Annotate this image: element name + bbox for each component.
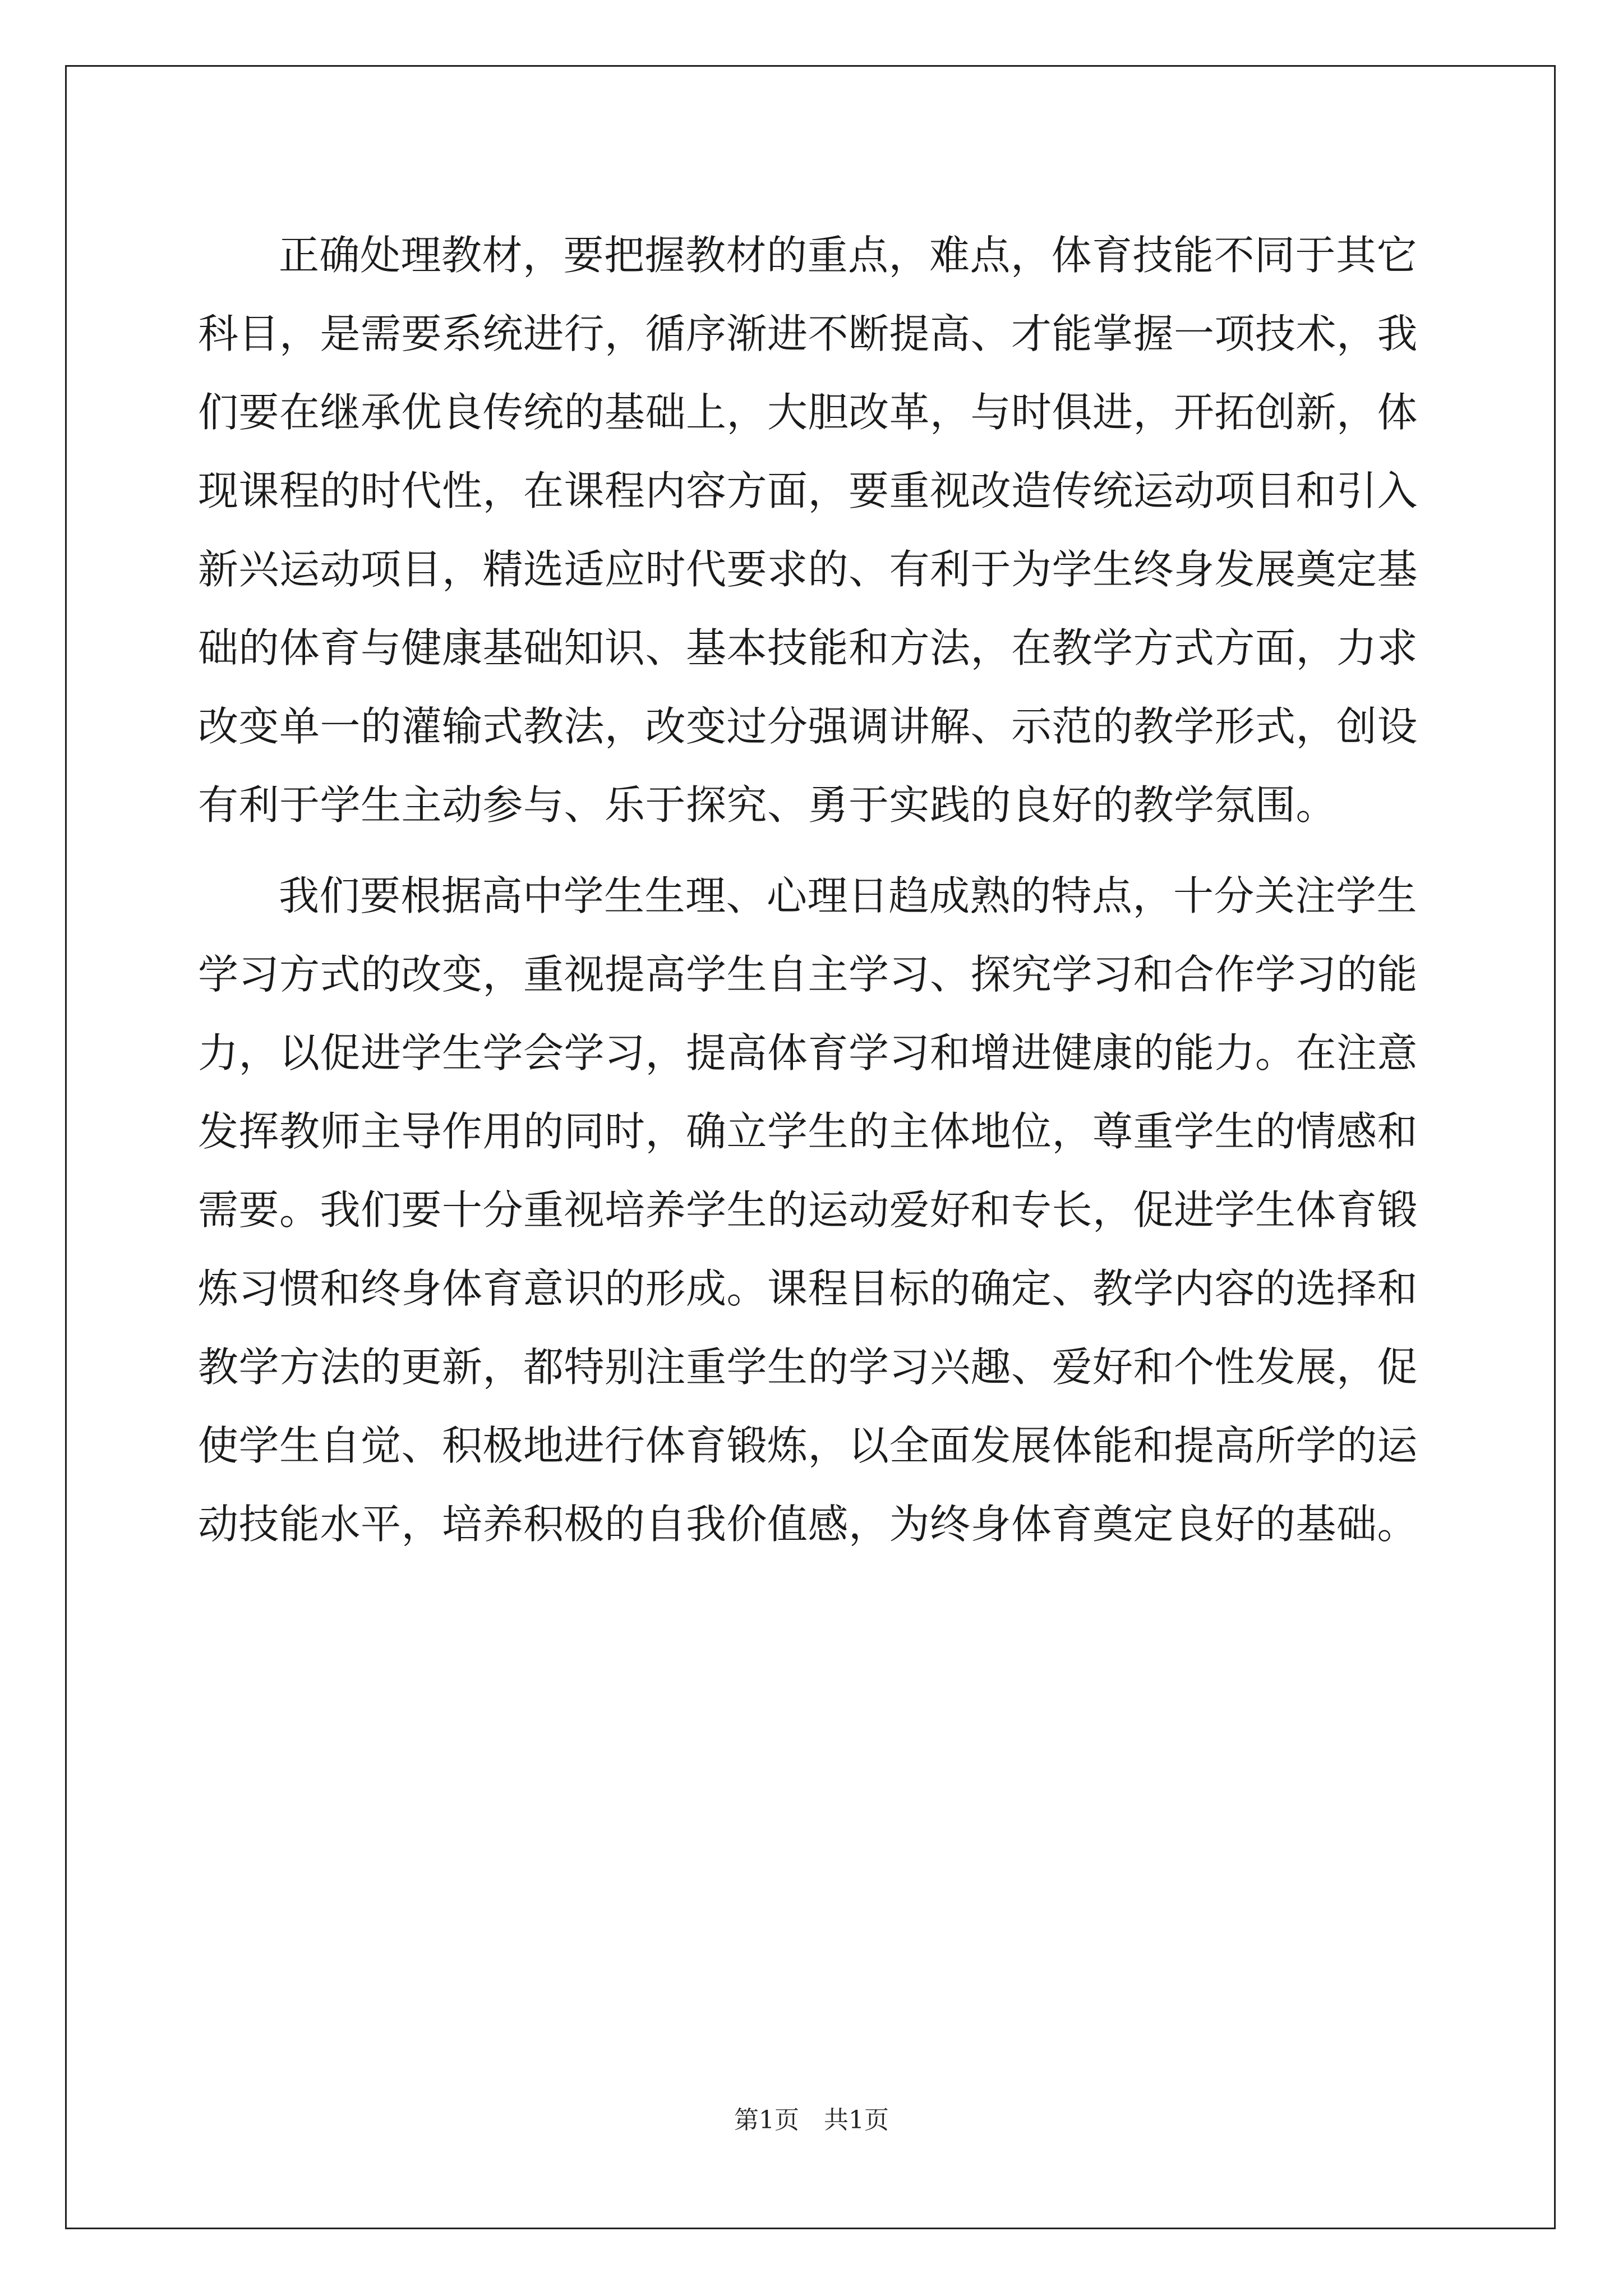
document-body [198, 216, 1427, 1563]
paragraph-2: 我们要根据高中学生生理、心理日趋成熟的特点，十分关注学生 学习方式的改变，重视提高学生自主学习、探究学习和合作学习的能 力，以促进学生学会学习，提高体育学习和增进健康的能力。在注意 发挥教师主导作用的同时，确立学生的主体地位，尊重学生的情感和 需要。我们要十分重视培养学生的运动爱好和专长，促进学生体育锻 炼习惯和终身体育意识的形成。课程目标的确定、教学内容的选择和 教学方法的更新，都特别注重学生的学习兴趣、爱好和个性发展，促 使学生自觉、积极地进行体育锻炼，以全面发展体能和提高所学的运 动技能水平，培养积极的自我价值感，为终身体育奠定良好的基础。 [198, 872, 1418, 1548]
paragraph-1: 正确处理教材，要把握教材的重点，难点，体育技能不同于其它 科目，是需要系统进行，循序渐进不断提高、才能掌握一项技术，我 们要在继承优良传统的基础上，大胆改革，与时俱进，开拓创新，体 现课程的时代性，在课程内容方面，要重视改造传统运动项目和引入 新兴运动项目，精选适应时代要求的、有利于为学生终身发展奠定基 础的体育与健康基础知识、基本技能和方法，在教学方式方面，力求 改变单一的灌输式教法，改变过分强调讲解、示范的教学形式，创设 有利于学生主动参与、乐于探究、勇于实践的良好的教学氛围。 [198, 232, 1418, 829]
page-footer: 第1页 共1页 [734, 2106, 889, 2134]
